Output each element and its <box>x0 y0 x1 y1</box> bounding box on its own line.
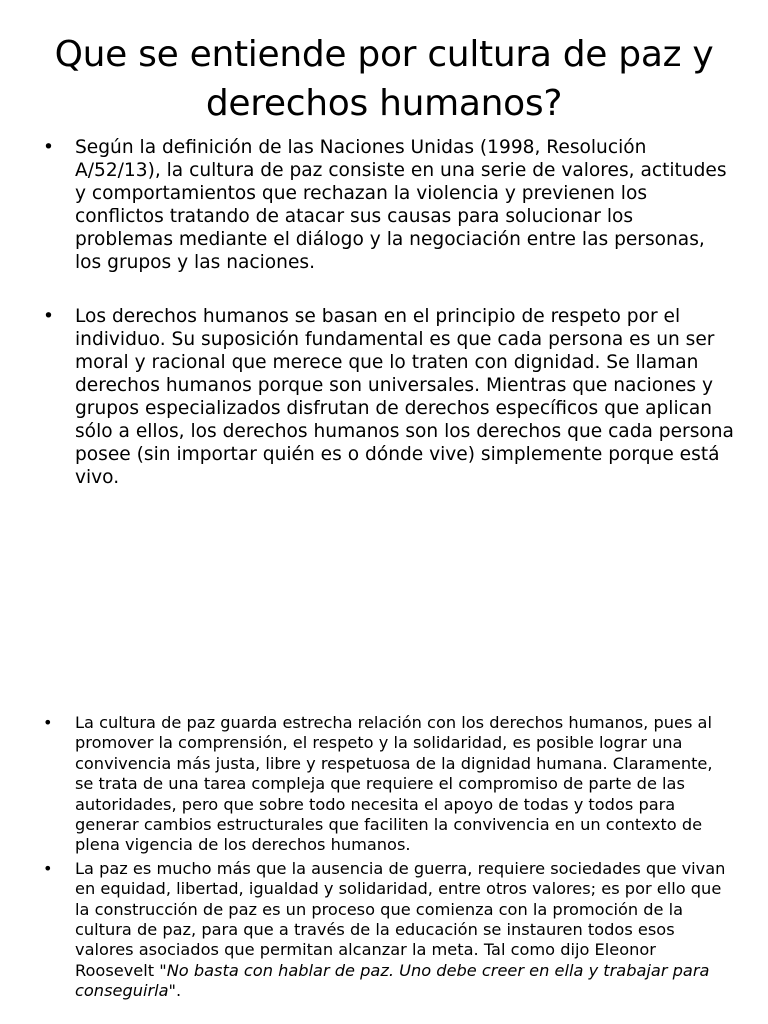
bullet-text: La paz es mucho más que la ausencia de guerra, requiere sociedades que vivan en equidad, libertad, igualdad y solidaridad, entre otros valores; es por ello que la construcción de paz es un proceso que comienza con la promoción de la cultura de paz, para que a través de la educación se instauren todos esos valores asociados que permitan alcanzar la meta. Tal como dijo Eleonor Roosevelt <box>75 858 726 980</box>
bullet-list-upper <box>0 136 768 489</box>
bullet-marker: • <box>43 305 54 327</box>
bullet-list-lower <box>0 713 768 1002</box>
bullet-marker: • <box>43 137 54 158</box>
bullet-text: Según la definición de las Naciones Unidas (1998, Resolución A/52/13), la cultura de paz consiste en una serie de valores, actitudes y comportamientos que rechazan la violencia y previenen los conflictos tratando de atacar sus causas para solucionar los problemas mediante el diálogo y la negociación entre las personas, los grupos y las naciones. <box>75 137 727 274</box>
bullet-item-relationship <box>0 713 768 856</box>
bullet-item-peace-definition <box>0 859 768 1002</box>
roosevelt-quote: "No basta con hablar de paz. Uno debe creer en ella y trabajar para conseguirla" <box>75 960 710 1001</box>
bullet-item-human-rights <box>0 305 768 490</box>
bullet-marker: • <box>43 713 53 732</box>
bullet-text: Los derechos humanos se basan en el principio de respeto por el individuo. Su suposición fundamental es que cada persona es un ser moral y racional que merece que lo traten con dignidad. Se llaman derechos humanos porque son universales. Mientras que naciones y grupos especializados disfrutan de derechos específicos que aplican sólo a ellos, los derechos humanos son los derechos que cada persona posee (sin importar quién es o dónde vive) simplemente porque está vivo. <box>75 305 734 489</box>
slide-title: Que se entiende por cultura de paz y derechos humanos? <box>54 34 714 124</box>
bullet-marker: • <box>43 858 53 878</box>
bullet-item-un-definition <box>0 136 768 275</box>
bullet-text: La cultura de paz guarda estrecha relación con los derechos humanos, pues al promover la comprensión, el respeto y la solidaridad, es posible lograr una convivencia más justa, libre y respetuosa de la dignidad humana. Claramente, se trata de una tarea compleja que requiere el compromiso de parte de las autoridades, pero que sobre todo necesita el apoyo de todas y todos para generar cambios estructurales que faciliten la convivencia en un contexto de plena vigencia de los derechos humanos. <box>75 713 713 855</box>
bullet-text-end: . <box>176 981 182 1001</box>
